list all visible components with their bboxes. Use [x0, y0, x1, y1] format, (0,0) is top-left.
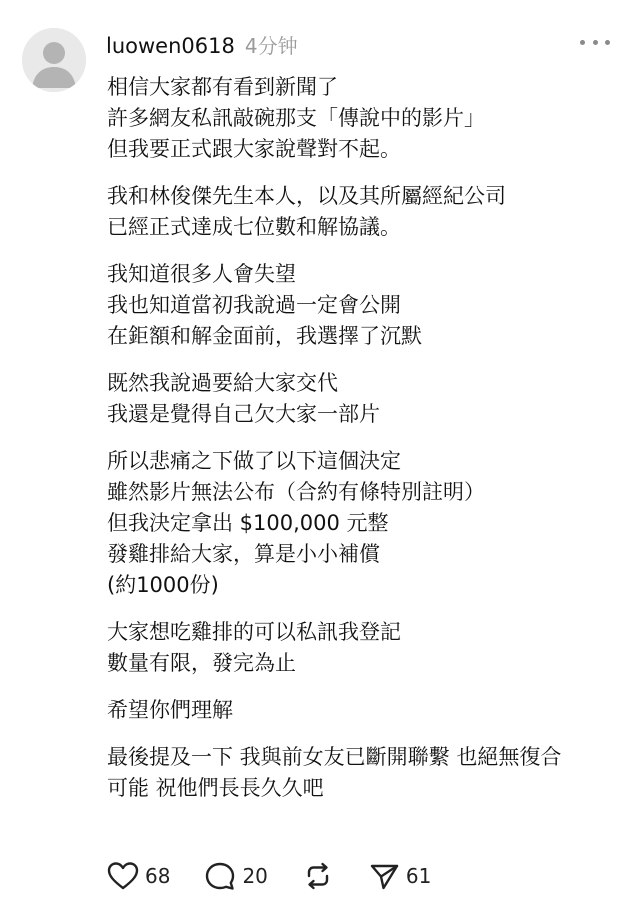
post-body: [107, 72, 627, 820]
post-text-line: 但我要正式跟大家說聲對不起。: [107, 137, 401, 161]
post-text-line: (約1000份): [107, 573, 219, 597]
like-button[interactable]: [107, 861, 170, 891]
post-text-line: 我和林俊傑先生本人，以及其所屬經紀公司: [107, 184, 506, 208]
post-text-line: 既然我說過要給大家交代: [107, 371, 338, 395]
post-paragraph: [107, 617, 627, 679]
post-paragraph: [107, 72, 627, 165]
post-paragraph: [107, 742, 627, 804]
post-text-line: 我知道很多人會失望: [107, 262, 296, 286]
comment-button[interactable]: [204, 861, 267, 891]
comment-icon: [204, 861, 236, 891]
share-button[interactable]: [368, 861, 431, 891]
share-count: 61: [405, 864, 432, 888]
post-text-line: 希望你們理解: [107, 698, 233, 722]
post-text-line: 最後提及一下 我與前女友已斷開聯繫 也絕無復合: [107, 745, 562, 769]
post-text-line: 可能 祝他們長長久久吧: [107, 776, 324, 800]
post-paragraph: [107, 368, 627, 430]
more-options-icon[interactable]: [580, 32, 610, 52]
post-text-line: 但我決定拿出 $100,000 元整: [107, 511, 389, 535]
post-paragraph: [107, 181, 627, 243]
post-text-line: 發雞排給大家，算是小小補償: [107, 542, 380, 566]
avatar[interactable]: [22, 28, 86, 92]
post-paragraph: [107, 695, 627, 726]
username[interactable]: luowen0618: [106, 34, 235, 58]
post-text-line: 已經正式達成七位數和解協議。: [107, 215, 401, 239]
repost-icon: [302, 861, 334, 891]
post-text-line: 在鉅額和解金面前，我選擇了沉默: [107, 324, 422, 348]
post-text-line: 我也知道當初我說過一定會公開: [107, 293, 401, 317]
comment-count: 20: [242, 864, 268, 888]
post-text-line: 大家想吃雞排的可以私訊我登記: [107, 620, 401, 644]
post-paragraph: [107, 446, 627, 601]
post-text-line: 許多網友私訊敲碗那支「傳說中的影片」: [107, 106, 485, 130]
heart-icon: [107, 861, 139, 891]
default-user-icon: [22, 28, 86, 92]
like-count: 68: [145, 864, 171, 888]
repost-button[interactable]: [302, 861, 334, 891]
post-paragraph: [107, 259, 627, 352]
post-text-line: 我還是覺得自己欠大家一部片: [107, 402, 380, 426]
post-header: [106, 30, 298, 60]
post-time: 4分钟: [244, 34, 298, 58]
post-text-line: 所以悲痛之下做了以下這個決定: [107, 449, 401, 473]
post-text-line: 相信大家都有看到新聞了: [107, 75, 338, 99]
action-bar: [107, 858, 465, 894]
post-text-line: 雖然影片無法公布（合約有條特別註明）: [107, 480, 485, 504]
send-icon: [368, 861, 400, 891]
post-text-line: 數量有限，發完為止: [107, 651, 296, 675]
